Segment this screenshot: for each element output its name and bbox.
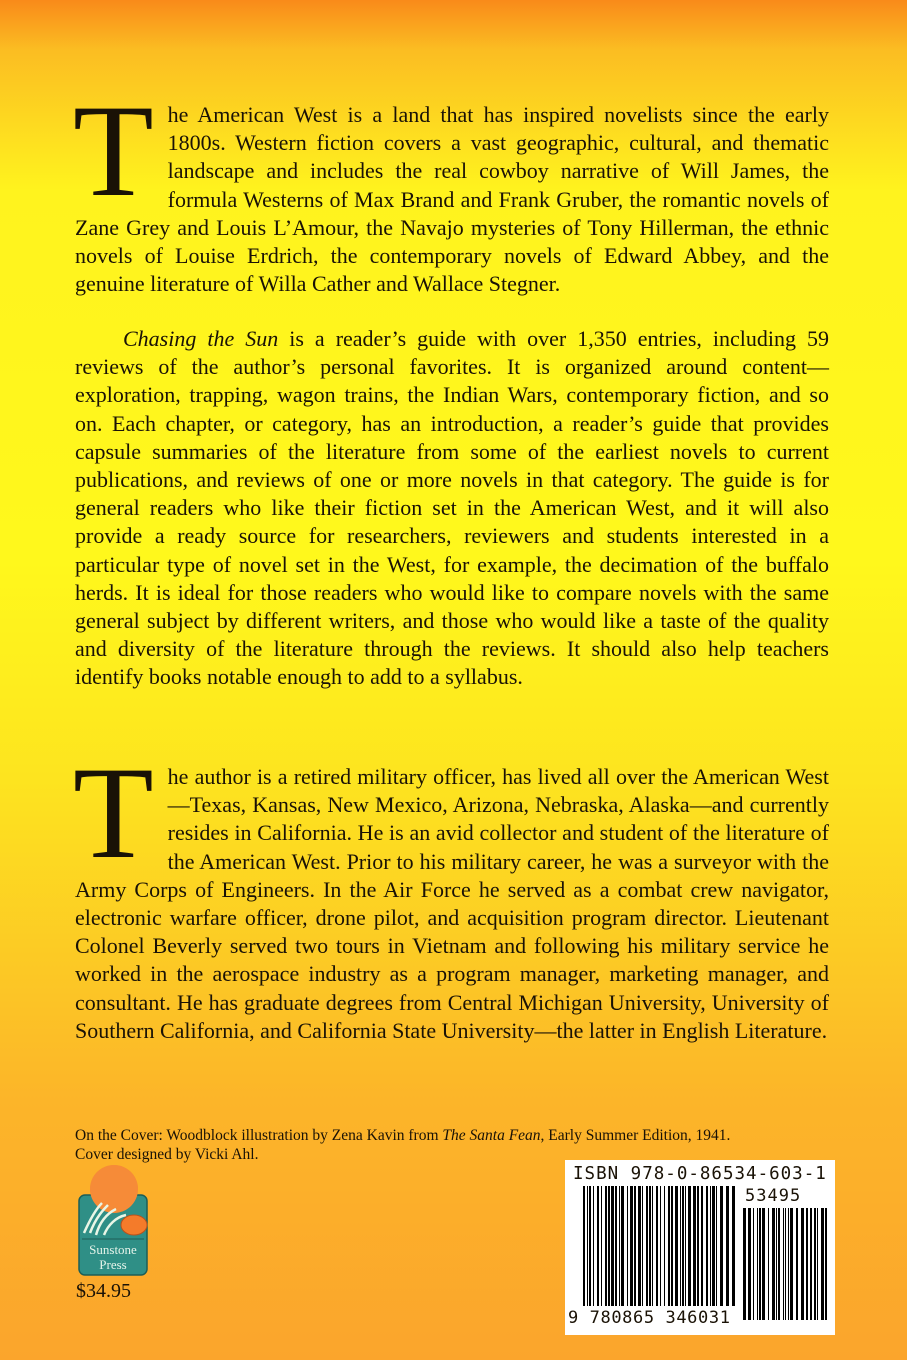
designer-credit: Cover designed by Vicki Ahl. [75,1146,259,1163]
barcode-addon-number: 53495 [745,1186,802,1206]
intro-paragraph [73,77,829,298]
cover-credit-prefix: On the Cover: Woodblock illustration by Zena Kavin from [75,1127,443,1144]
author-bio-paragraph [73,739,829,1045]
dropcap-letter: T [73,739,154,886]
description-text: is a reader’s guide with over 1,350 entries, including 59 reviews of the author’s personal favorites. It is organized around content—exploration, trapping, wagon trains, the Indian Wars, contemporary fiction, and so on. Each chapter, or category, has an introduction, a reader’s guide that provides capsule summaries of the literature from some of the earliest novels to current publications, and reviews of one or more novels in that category. The guide is for general readers who like their fiction set in the American West, and it will also provide a ready source for researchers, reviewers and students interested in a particular type of novel set in the West, for example, the decimation of the buffalo herds. It is ideal for those readers who would like to compare novels with the same general subject by different writers, and those who would like a taste of the quality and diversity of the literature through the reviews. It should also help teachers identify books notable enough to add to a syllabus. [75,326,830,690]
intro-text: he American West is a land that has inspired novelists since the early 1800s. Western fiction covers a vast geographic, cultural, and thematic landscape and includes the real cowboy narrative of Will James, the formula Westerns of Max Brand and Frank Gruber, the romantic novels of Zane Grey and Louis L’Amour, the Navajo mysteries of Tony Hillerman, the ethnic novels of Louise Erdrich, the contemporary novels of Edward Abbey, and the genuine literature of Willa Cather and Wallace Stegner. [75,102,829,297]
price: $34.95 [76,1280,131,1302]
publisher-name-line2: Press [99,1257,127,1272]
dropcap-letter: T [73,77,154,224]
author-bio-text: he author is a retired military officer, has lived all over the American West—Texas, Kansas, New Mexico, Arizona, Nebraska, Alaska—and currently resides in California. He is an avid collector and student of the literature of the American West. Prior to his military career, he was a surveyor with the Army Corps of Engineers. In the Air Force he served as a combat crew navigator, electronic warfare officer, drone pilot, and acquisition program director. Lieutenant Colonel Beverly served two tours in Vietnam and following his military service he worked in the aerospace industry as a program manager, marketing manager, and consultant. He has graduate degrees from Central Michigan University, University of Southern California, and California State University—the latter in English Literature. [75,764,829,1043]
description-paragraph [75,325,829,692]
cover-source-title: The Santa Fean [442,1127,541,1144]
cover-credits [75,1126,835,1164]
barcode-ean-number: 9 780865 346031 [568,1308,731,1328]
publisher-logo [78,1163,160,1277]
book-title: Chasing the Sun [123,326,279,351]
isbn-number: ISBN 978-0-86534-603-1 [573,1164,827,1184]
isbn-barcode [565,1160,835,1335]
publisher-name-line1: Sunstone [89,1242,137,1257]
cover-credit-suffix: , Early Summer Edition, 1941. [540,1127,731,1144]
